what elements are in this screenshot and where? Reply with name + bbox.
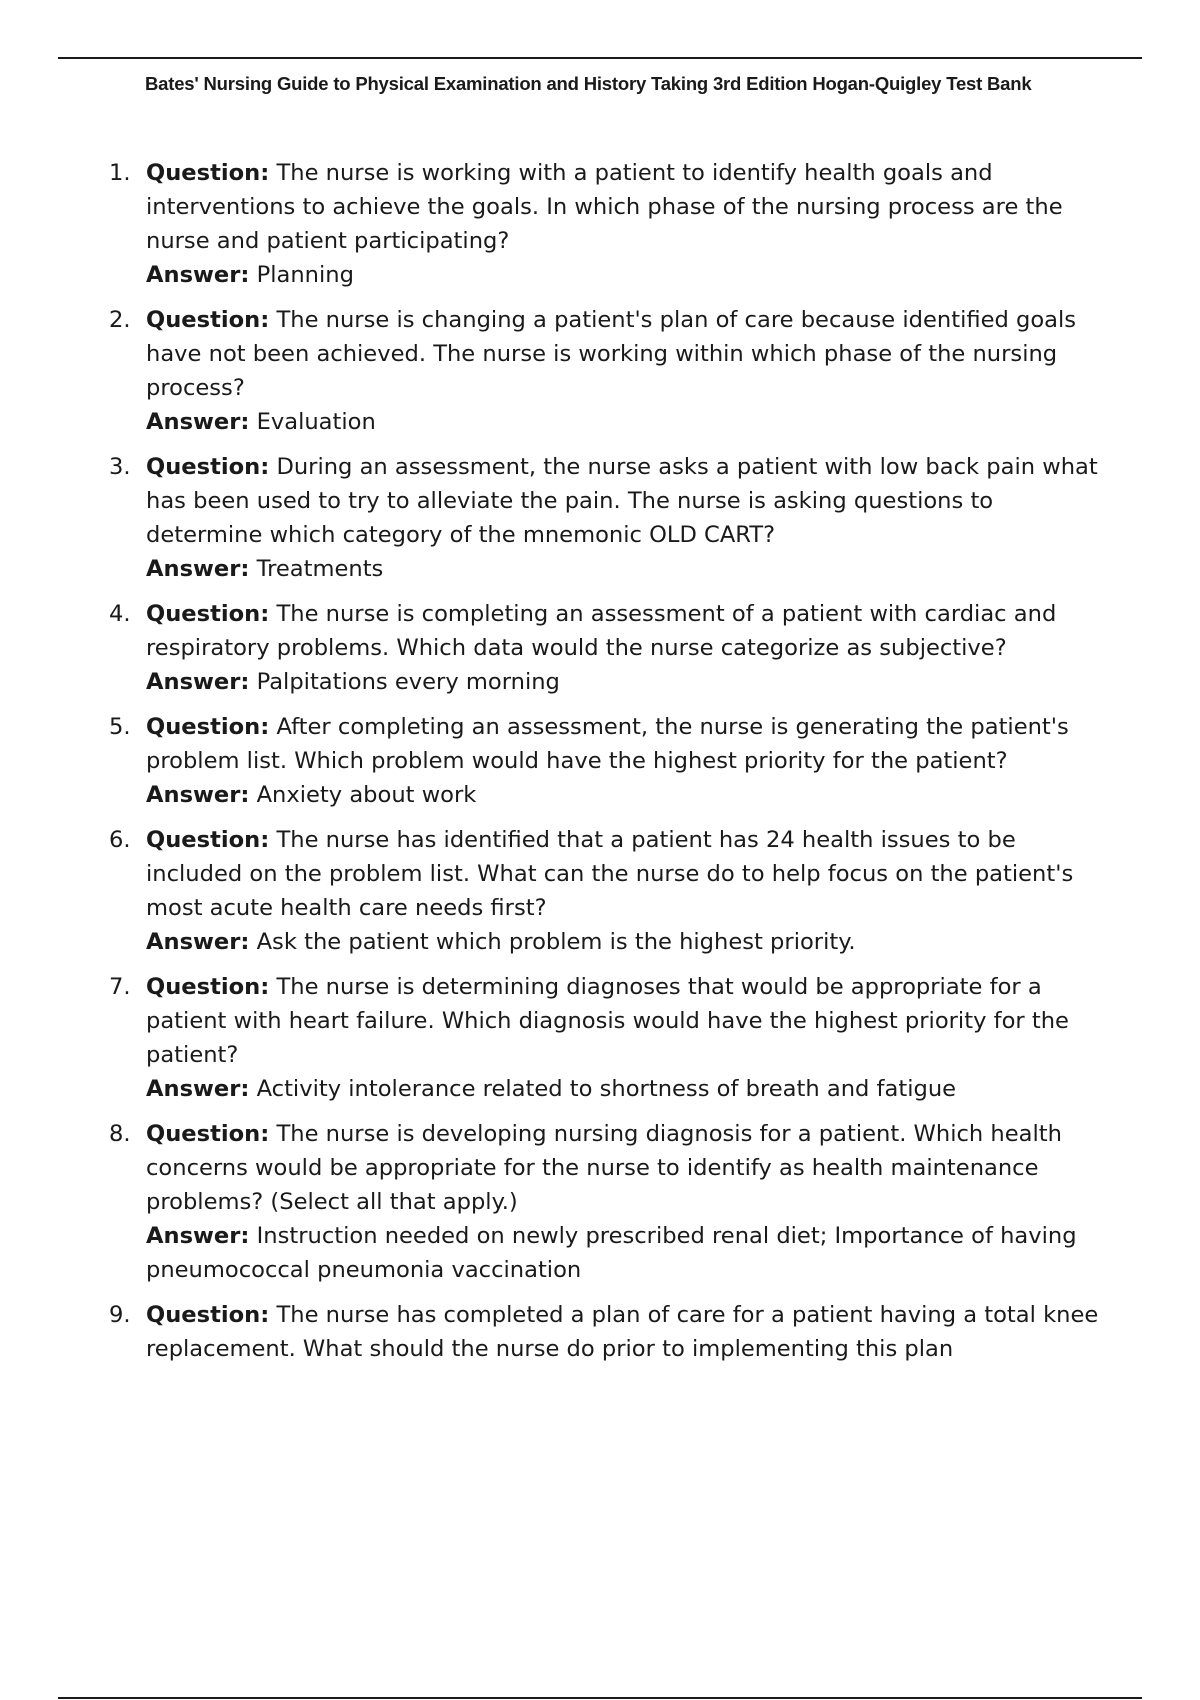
question-number: 3. [109, 454, 131, 480]
question-text: The nurse is determining diagnoses that would be appropriate for a patient with heart failure. Which diagnosis would have the highest priority for the patient? [146, 974, 1069, 1068]
answer-text: Palpitations every morning [256, 669, 560, 695]
answer-text: Planning [256, 262, 354, 288]
answer-text: Treatments [256, 556, 384, 582]
question-number: 5. [109, 714, 131, 740]
top-rule [58, 57, 1142, 59]
question-number: 1. [109, 160, 131, 186]
bottom-rule [58, 1697, 1142, 1699]
question-number: 7. [109, 974, 131, 1000]
answer-label: Answer: [146, 262, 250, 288]
question-label: Question: [146, 601, 270, 627]
answer-label: Answer: [146, 1223, 250, 1249]
question-list [100, 156, 1110, 1377]
question-item-9 [100, 1298, 1110, 1366]
answer-label: Answer: [146, 782, 250, 808]
question-label: Question: [146, 827, 270, 853]
answer-label: Answer: [146, 669, 250, 695]
question-text: The nurse is completing an assessment of a patient with cardiac and respiratory problems. Which data would the nurse categorize as subjective? [146, 601, 1057, 661]
answer-label: Answer: [146, 929, 250, 955]
answer-text: Ask the patient which problem is the highest priority. [256, 929, 856, 955]
answer-label: Answer: [146, 409, 250, 435]
answer-label: Answer: [146, 556, 250, 582]
answer-text: Evaluation [256, 409, 376, 435]
question-text: The nurse is working with a patient to identify health goals and interventions to achieve the goals. In which phase of the nursing process are the nurse and patient participating? [146, 160, 1063, 254]
question-label: Question: [146, 714, 270, 740]
question-item-8 [100, 1117, 1110, 1287]
question-text: After completing an assessment, the nurse is generating the patient's problem list. Which problem would have the highest priority for the patient? [146, 714, 1069, 774]
question-number: 2. [109, 307, 131, 333]
question-item-6 [100, 823, 1110, 959]
question-number: 9. [109, 1302, 131, 1328]
question-text: The nurse is developing nursing diagnosis for a patient. Which health concerns would be appropriate for the nurse to identify as health maintenance problems? (Select all that apply.) [146, 1121, 1062, 1215]
question-item-3 [100, 450, 1110, 586]
question-item-7 [100, 970, 1110, 1106]
question-text: During an assessment, the nurse asks a patient with low back pain what has been used to try to alleviate the pain. The nurse is asking questions to determine which category of the mnemonic OLD CART? [146, 454, 1098, 548]
question-text: The nurse is changing a patient's plan of care because identified goals have not been achieved. The nurse is working within which phase of the nursing process? [146, 307, 1077, 401]
question-label: Question: [146, 1121, 270, 1147]
question-item-4 [100, 597, 1110, 699]
question-label: Question: [146, 454, 270, 480]
question-item-5 [100, 710, 1110, 812]
question-label: Question: [146, 1302, 270, 1328]
question-number: 8. [109, 1121, 131, 1147]
document-header-title: Bates' Nursing Guide to Physical Examination and History Taking 3rd Edition Hogan-Quigley Test Bank [145, 73, 1032, 94]
question-number: 4. [109, 601, 131, 627]
answer-text: Anxiety about work [256, 782, 477, 808]
answer-text: Instruction needed on newly prescribed renal diet; Importance of having pneumococcal pneumonia vaccination [146, 1223, 1077, 1283]
question-text: The nurse has completed a plan of care for a patient having a total knee replacement. What should the nurse do prior to implementing this plan [146, 1302, 1099, 1362]
question-number: 6. [109, 827, 131, 853]
answer-text: Activity intolerance related to shortness of breath and fatigue [256, 1076, 957, 1102]
question-item-2 [100, 303, 1110, 439]
question-label: Question: [146, 307, 270, 333]
question-item-1 [100, 156, 1110, 292]
answer-label: Answer: [146, 1076, 250, 1102]
question-label: Question: [146, 974, 270, 1000]
question-text: The nurse has identified that a patient has 24 health issues to be included on the problem list. What can the nurse do to help focus on the patient's most acute health care needs first? [146, 827, 1074, 921]
question-label: Question: [146, 160, 270, 186]
